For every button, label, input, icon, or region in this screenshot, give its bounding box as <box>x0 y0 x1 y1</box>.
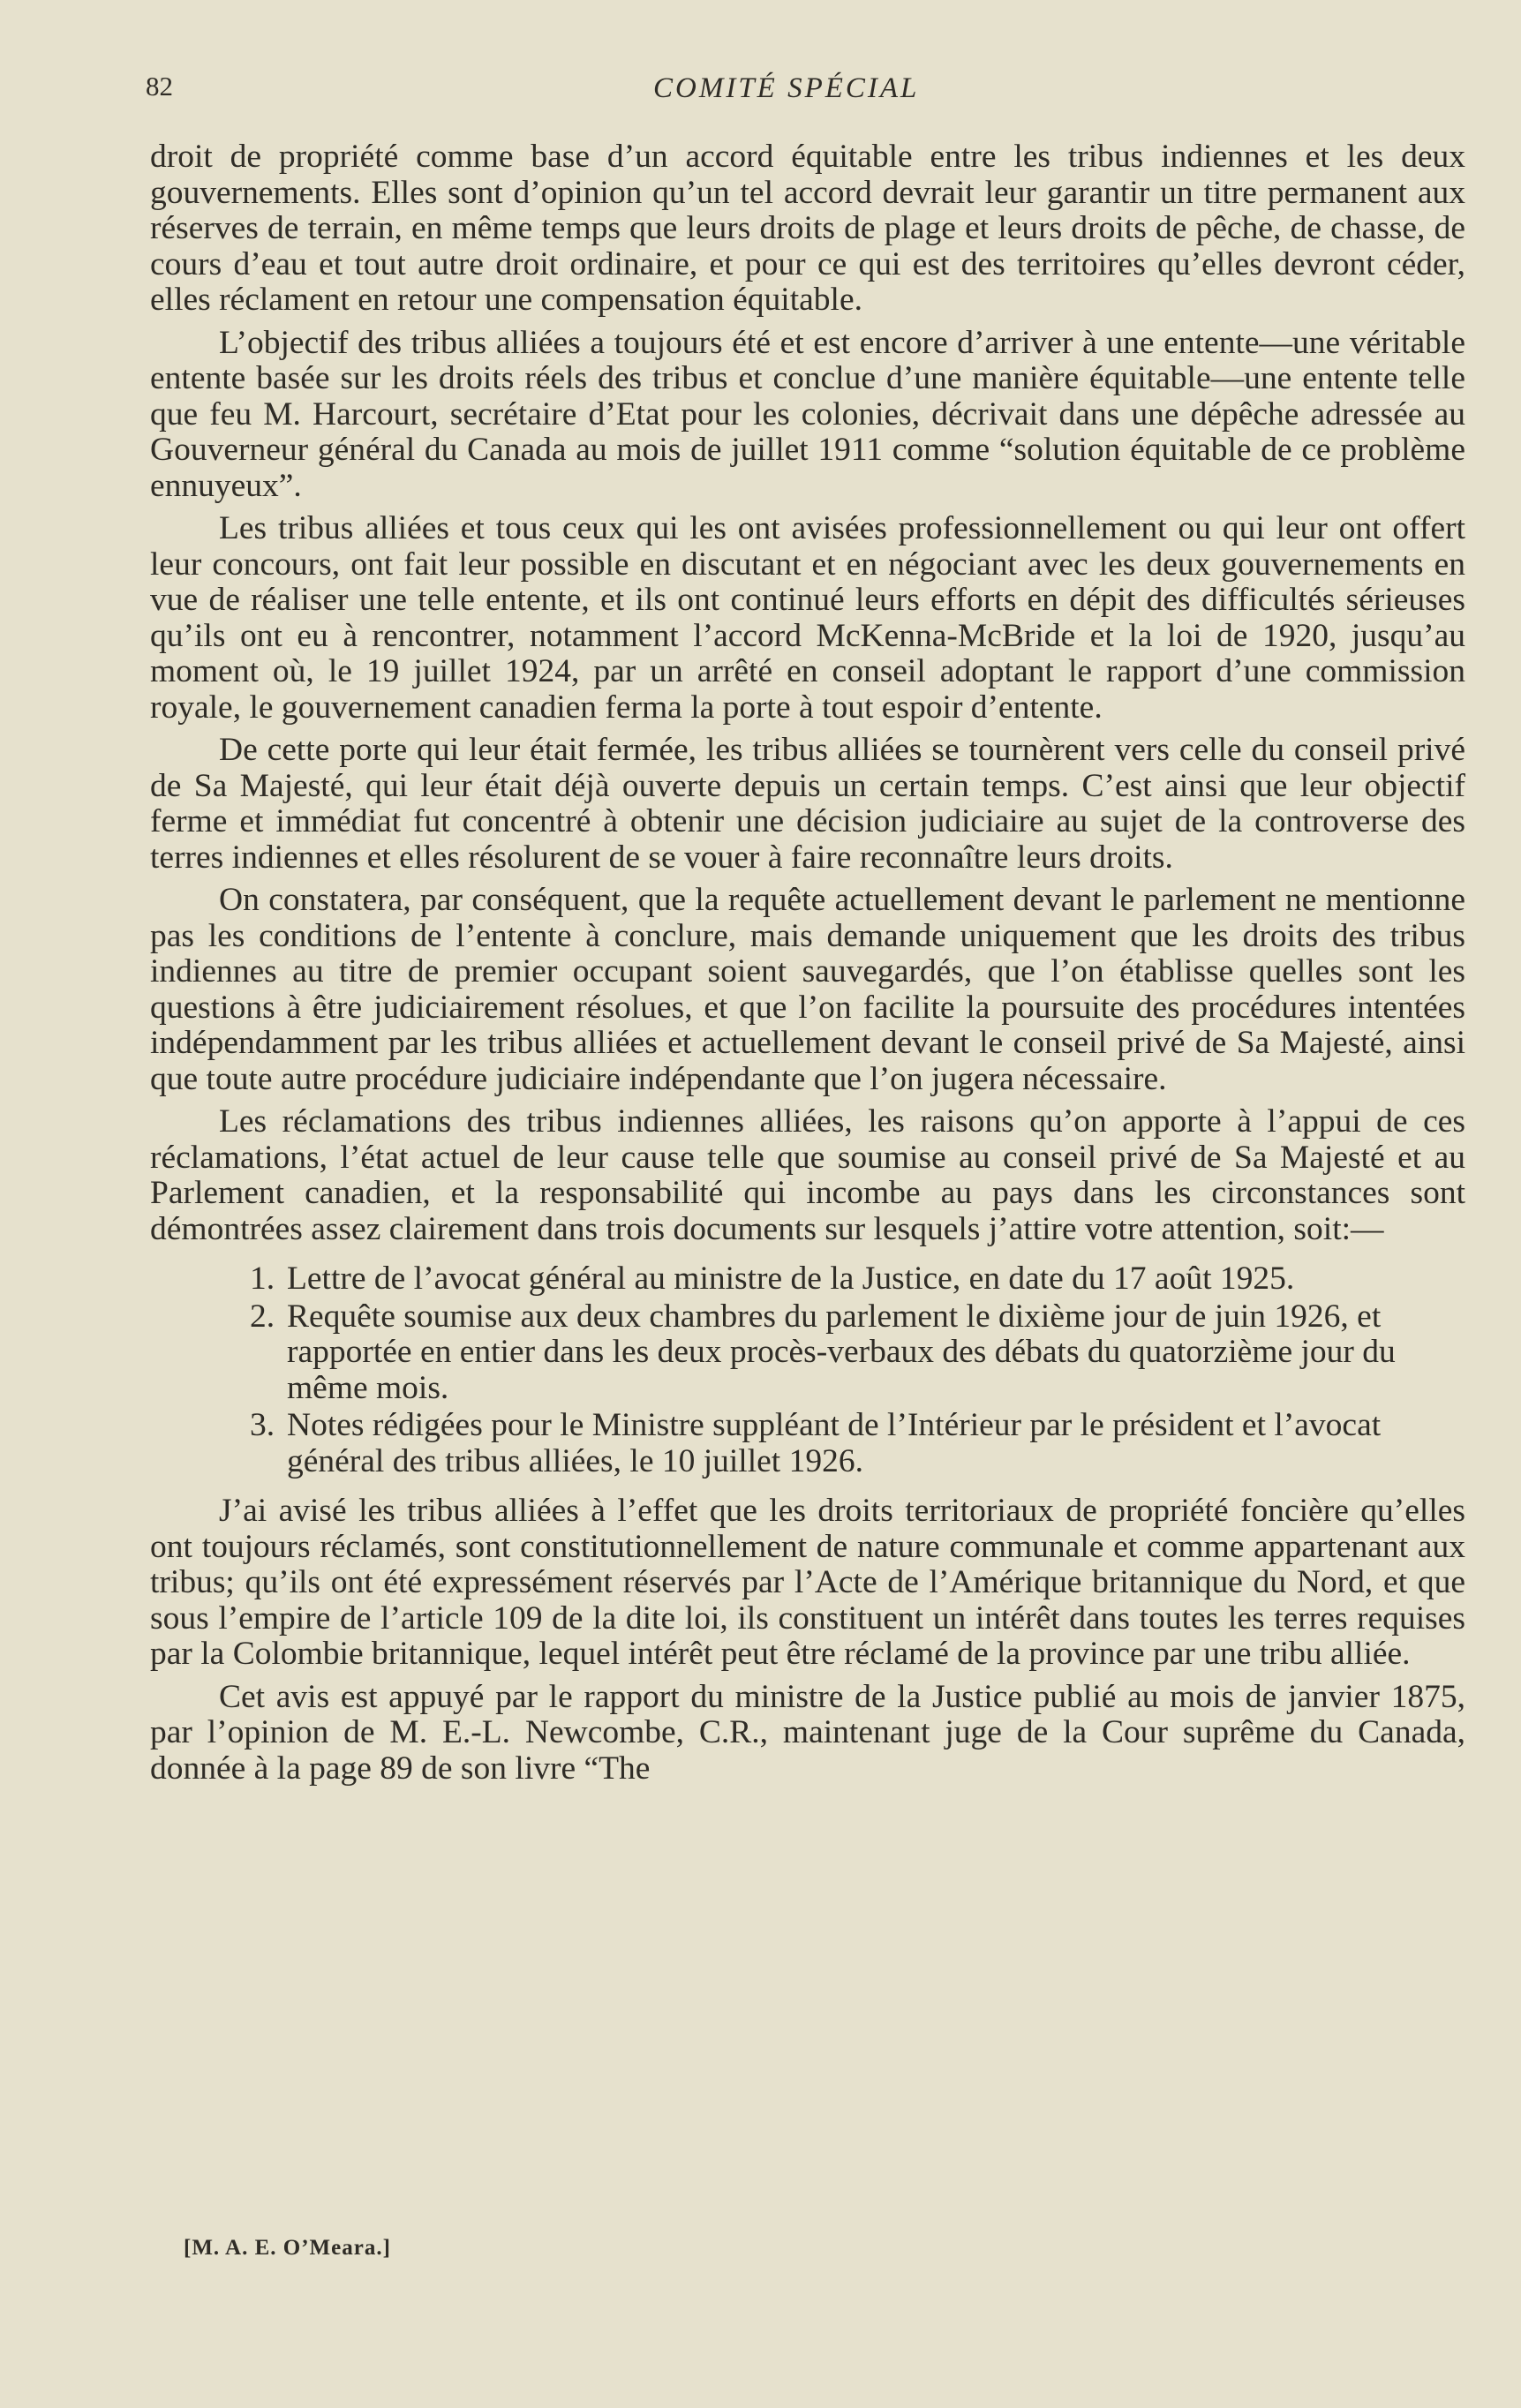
list-item-text: Requête soumise aux deux chambres du parlement le dixième jour de juin 1926, et rapportée en entier dans les deux procès-verbaux des débats du quatorzième jour du même mois. <box>287 1298 1396 1406</box>
paragraph: L’objectif des tribus alliées a toujours été et est encore d’arriver à une entente—une véritable entente basée sur les droits réels des tribus et conclue d’une manière équitable—une entente telle que feu M. Harcourt, secrétaire d’Etat pour les colonies, décrivait dans une dépêche adressée au Gouverneur général du Canada au mois de juillet 1911 comme “solution équitable de ce problème ennuyeux”. <box>150 324 1465 504</box>
list-item <box>150 1261 1465 1298</box>
paragraph: On constatera, par conséquent, que la requête actuellement devant le parlement ne mentionne pas les conditions de l’entente à conclure, mais demande uniquement que les droits des tribus indiennes au titre de premier occupant soient sauvegardés, que l’on établisse quelles sont les questions à être judiciairement résolues, et que l’on facilite la poursuite des procédures intentées indépendamment par les tribus alliées et actuellement devant le conseil privé de Sa Majesté, ainsi que toute autre procédure judiciaire indépendante que l’on jugera nécessaire. <box>150 882 1465 1097</box>
list-item-text: Lettre de l’avocat général au ministre de la Justice, en date du 17 août 1925. <box>287 1260 1295 1297</box>
list-item <box>150 1408 1465 1479</box>
list-item-number: 3. <box>250 1407 275 1443</box>
speaker-signature: [M. A. E. O’Meara.] <box>184 2236 391 2260</box>
paragraph: Cet avis est appuyé par le rapport du ministre de la Justice publié au mois de janvier 1875, par l’opinion de M. E.-L. Newcombe, C.R., maintenant juge de la Cour suprême du Canada, donnée à la page 89 de son livre “The <box>150 1678 1465 1787</box>
paragraph: De cette porte qui leur était fermée, les tribus alliées se tournèrent vers celle du conseil privé de Sa Majesté, qui leur était déjà ouverte depuis un certain temps. C’est ainsi que leur objectif ferme et immédiat fut concentré à obtenir une décision judiciaire au sujet de la controverse des terres indiennes et elles résolurent de se vouer à faire reconnaître leurs droits. <box>150 732 1465 876</box>
list-item-text: Notes rédigées pour le Ministre suppléant de l’Intérieur par le président et l’avocat général des tribus alliées, le 10 juillet 1926. <box>287 1407 1382 1479</box>
paragraph: Les tribus alliées et tous ceux qui les ont avisées professionnellement ou qui leur ont offert leur concours, ont fait leur possible en discutant et en négociant avec les deux gouvernements en vue de réaliser une telle entente, et ils ont continué leurs efforts en dépit des difficultés sérieuses qu’ils ont eu à rencontrer, notamment l’accord McKenna-McBride et la loi de 1920, jusqu’au moment où, le 19 juillet 1924, par un arrêté en conseil adoptant le rapport d’une commission royale, le gouvernement canadien ferma la porte à tout espoir d’entente. <box>150 510 1465 726</box>
body-text <box>150 139 1465 1794</box>
document-list <box>150 1261 1465 1479</box>
running-head: COMITÉ SPÉCIAL <box>653 72 920 104</box>
paragraph: J’ai avisé les tribus alliées à l’effet que les droits territoriaux de propriété foncière qu’elles ont toujours réclamés, sont constitutionnellement de nature communale et comme appartenant aux tribus; qu’ils ont été expressément réservés par l’Acte de l’Amérique britannique du Nord, et que sous l’empire de l’article 109 de la dite loi, ils constituent un intérêt dans toutes les terres requises par la Colombie britannique, lequel intérêt peut être réclamé de la province par une tribu alliée. <box>150 1493 1465 1672</box>
page-number: 82 <box>146 71 173 102</box>
paragraph: Les réclamations des tribus indiennes alliées, les raisons qu’on apporte à l’appui de ces réclamations, l’état actuel de leur cause telle que soumise au conseil privé de Sa Majesté et au Parlement canadien, et la responsabilité qui incombe au pays dans les circonstances sont démontrées assez clairement dans trois documents sur lesquels j’attire votre attention, soit:— <box>150 1103 1465 1247</box>
page-header <box>146 71 1461 115</box>
paragraph: droit de propriété comme base d’un accord équitable entre les tribus indiennes et les deux gouvernements. Elles sont d’opinion qu’un tel accord devrait leur garantir un titre permanent aux réserves de terrain, en même temps que leurs droits de plage et leurs droits de pêche, de chasse, de cours d’eau et tout autre droit ordinaire, et pour ce qui est des territoires qu’elles devront céder, elles réclament en retour une compensation équitable. <box>150 139 1465 318</box>
list-item-number: 2. <box>250 1298 275 1335</box>
list-item-number: 1. <box>250 1260 275 1297</box>
list-item <box>150 1299 1465 1407</box>
